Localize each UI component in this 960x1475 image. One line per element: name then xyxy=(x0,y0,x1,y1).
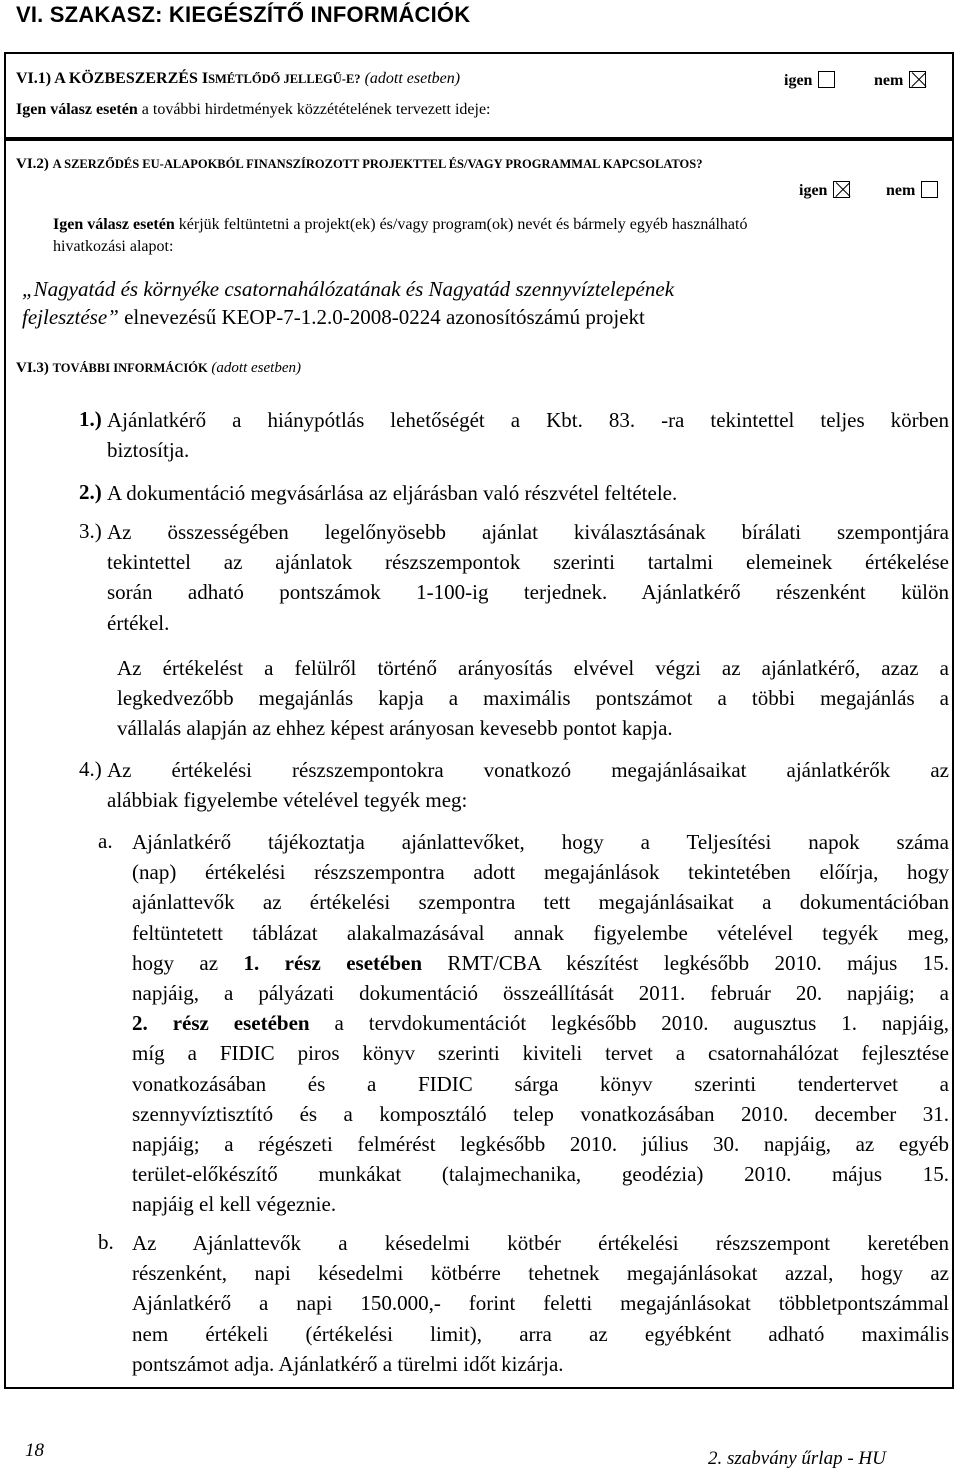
item4-text xyxy=(107,755,949,815)
vi2-heading-text: A SZERZŐDÉS EU-ALAPOKBÓL FINANSZÍROZOTT PROJEKTTEL ÉS/VAGY PROGRAMMAL KAPCSOLATOS? xyxy=(52,157,703,171)
vi1-heading-b: SMÉTLŐDŐ xyxy=(208,72,281,86)
vi1-followup-bold: Igen válasz esetén xyxy=(16,101,138,118)
vi2-yes-label: igen xyxy=(799,182,828,199)
vi2-project-line1: „Nagyatád és környéke csatornahálózatának és Nagyatád szennyvíztelepének xyxy=(22,277,675,301)
vi1-no-option xyxy=(874,71,926,90)
vi3-heading-text: TOVÁBBI INFORMÁCIÓK xyxy=(52,361,208,375)
item3-line: során adható pontszámok 1-100-ig terjednek. Ajánlatkérő részenként külön xyxy=(107,580,949,605)
part1-emphasis: 1. rész esetében xyxy=(243,950,423,975)
item3-eval-line: vállalás alapján az ehhez képest arányosan kevesebb pontot kapja. xyxy=(117,716,673,741)
item1-line: Ajánlatkérő a hiánypótlás lehetőségét a Kbt. 83. -ra tekintettel teljes körben xyxy=(107,408,949,432)
vi2-question-line2: hivatkozási alapot: xyxy=(53,238,174,255)
vi1-note: (adott esetben) xyxy=(364,70,461,87)
vi1-yes-option xyxy=(784,71,835,90)
vi1-number: VI.1) xyxy=(16,70,52,87)
subitem-b-line: nem értékeli (értékelési limit), arra az egyébként adható maximális xyxy=(132,1321,949,1346)
form-name: 2. szabvány űrlap - HU xyxy=(708,1448,886,1469)
vi1-yes-label: igen xyxy=(784,72,813,89)
subitem-b-label: b. xyxy=(98,1230,114,1254)
subitem-b-line: Ajánlatkérő a napi 150.000,- forint feletti megajánlásokat többletpontszámmal xyxy=(132,1291,949,1316)
subitem-b-line: Az Ajánlattevők a késedelmi kötbér értékelési részszempont keretében xyxy=(132,1231,949,1255)
subitem-a-line: ajánlattevők az értékelési szempontra tett megajánlásaikat a dokumentációban xyxy=(132,890,949,915)
vi2-question-bold: Igen válasz esetén xyxy=(53,216,175,233)
vi2-no-checkbox[interactable] xyxy=(921,181,938,198)
subitem-a-line xyxy=(132,1008,949,1038)
subitem-a-text-run: a tervdokumentációt legkésőbb 2010. augusztus 1. napjáig, xyxy=(309,1011,949,1036)
item3-line: Az összességében legelőnyösebb ajánlat kiválasztásának bírálati szempontjára xyxy=(107,520,949,544)
item1-number: 1.) xyxy=(79,407,102,431)
item3-text xyxy=(107,517,949,638)
vi1-no-checkbox[interactable] xyxy=(909,71,926,88)
item3-eval-line: legkedvezőbb megajánlás kapja a maximális pontszámot a többi megajánlás a xyxy=(117,686,949,711)
vi2-yes-checkbox[interactable] xyxy=(833,181,850,198)
subitem-a-line: napjáig; a régészeti felmérést legkésőbb 2010. július 30. napjáig, az egyéb xyxy=(132,1131,949,1156)
subitem-a-line: terület-előkészítő munkákat (talajmechanika, geodézia) 2010. május 15. xyxy=(132,1162,949,1187)
subitem-b-line: részenként, napi késedelmi kötbérre tehetnek megajánlásokat azzal, hogy az xyxy=(132,1261,949,1286)
item2-number: 2.) xyxy=(79,480,102,504)
vi3-number: VI.3) xyxy=(16,360,49,376)
subitem-b-line: pontszámot adja. Ajánlatkérő a türelmi időt kizárja. xyxy=(132,1351,564,1376)
vi3-heading xyxy=(16,360,301,377)
item3-number: 3.) xyxy=(79,519,102,543)
item2-line: A dokumentáció megvásárlása az eljárásban való részvétel feltétele. xyxy=(107,481,678,505)
subitem-a-line: (nap) értékelési részszempontra adott megajánlások tekintetében előírja, hogy xyxy=(132,860,949,885)
item4-line: Az értékelési részszempontokra vonatkozó megajánlásaikat ajánlatkérők az xyxy=(107,758,949,782)
part2-emphasis: 2. rész esetében xyxy=(132,1011,310,1036)
subitem-a-line: napjáig el kell végeznie. xyxy=(132,1192,337,1217)
subitem-a-label: a. xyxy=(98,829,113,853)
subitem-a-line: feltüntetett táblázat alakalmazásával annak figyelembe vételével tegyék meg, xyxy=(132,920,949,945)
vi2-project-line2 xyxy=(22,305,645,330)
section-vi2-vi3-box xyxy=(4,139,954,1389)
vi3-note: (adott esetben) xyxy=(211,360,301,376)
item3-evaluation-text xyxy=(117,653,949,744)
item4-number: 4.) xyxy=(79,757,102,781)
vi2-no-label: nem xyxy=(886,182,916,199)
section-vi1-box xyxy=(4,52,954,139)
subitem-a-text-run: hogy az xyxy=(132,950,244,975)
item3-eval-line: Az értékelést a felülről történő arányosítás elvével végzi az ajánlatkérő, azaz a xyxy=(117,656,949,680)
subitem-a-text-run: RMT/CBA készítést legkésőbb 2010. május 15. xyxy=(422,950,949,975)
item3-line: értékel. xyxy=(107,610,170,635)
vi2-number: VI.2) xyxy=(16,156,49,172)
subitem-a-line xyxy=(132,948,949,978)
vi1-followup xyxy=(16,101,490,119)
vi1-heading-a: A KÖZBESZERZÉS I xyxy=(54,70,209,87)
subitem-a-line: napjáig, a pályázati dokumentáció összeállítását 2011. február 20. napjáig; a xyxy=(132,980,949,1005)
subitem-a-line: Ajánlatkérő tájékoztatja ajánlattevőket, hogy a Teljesítési napok száma xyxy=(132,830,949,854)
item1-text xyxy=(107,405,949,465)
vi1-followup-text: a további hirdetmények közzétételének tervezett ideje: xyxy=(137,101,491,118)
vi1-no-label: nem xyxy=(874,72,904,89)
vi2-question-line1 xyxy=(53,216,747,234)
item4-line: alábbiak figyelembe vételével tegyék meg: xyxy=(107,788,468,813)
subitem-a-line: szennyvíztisztító és a komposztáló telep vonatkozásában 2010. december 31. xyxy=(132,1101,949,1126)
subitem-b-text xyxy=(132,1228,949,1379)
section-title: VI. SZAKASZ: KIEGÉSZÍTŐ INFORMÁCIÓK xyxy=(16,2,471,27)
item1-line: biztosítja. xyxy=(107,438,190,463)
vi2-heading xyxy=(16,156,702,173)
vi2-yes-option xyxy=(799,181,850,200)
vi1-heading xyxy=(16,70,460,88)
vi2-no-option xyxy=(886,181,938,200)
vi2-project-rest: elnevezésű KEOP-7-1.2.0-2008-0224 azonosítószámú projekt xyxy=(118,305,645,329)
item2-text xyxy=(107,478,949,508)
page-number: 18 xyxy=(25,1440,44,1461)
subitem-a-text xyxy=(132,827,949,1219)
vi2-question-text: kérjük feltüntetni a projekt(ek) és/vagy program(ok) nevét és bármely egyéb használható xyxy=(174,216,748,233)
item3-line: tekintettel az ajánlatok részszempontok szerinti tartalmi elemeinek értékelése xyxy=(107,550,949,575)
vi2-project-italic: fejlesztése” xyxy=(22,305,119,329)
vi1-yes-checkbox[interactable] xyxy=(818,71,835,88)
subitem-a-line: míg a FIDIC piros könyv szerinti kiviteli tervet a csatornahálózat fejlesztése xyxy=(132,1041,949,1066)
subitem-a-line: vonatkozásában és a FIDIC sárga könyv szerinti tendertervet a xyxy=(132,1071,949,1096)
vi1-heading-c: JELLEGŰ-E? xyxy=(280,72,361,86)
